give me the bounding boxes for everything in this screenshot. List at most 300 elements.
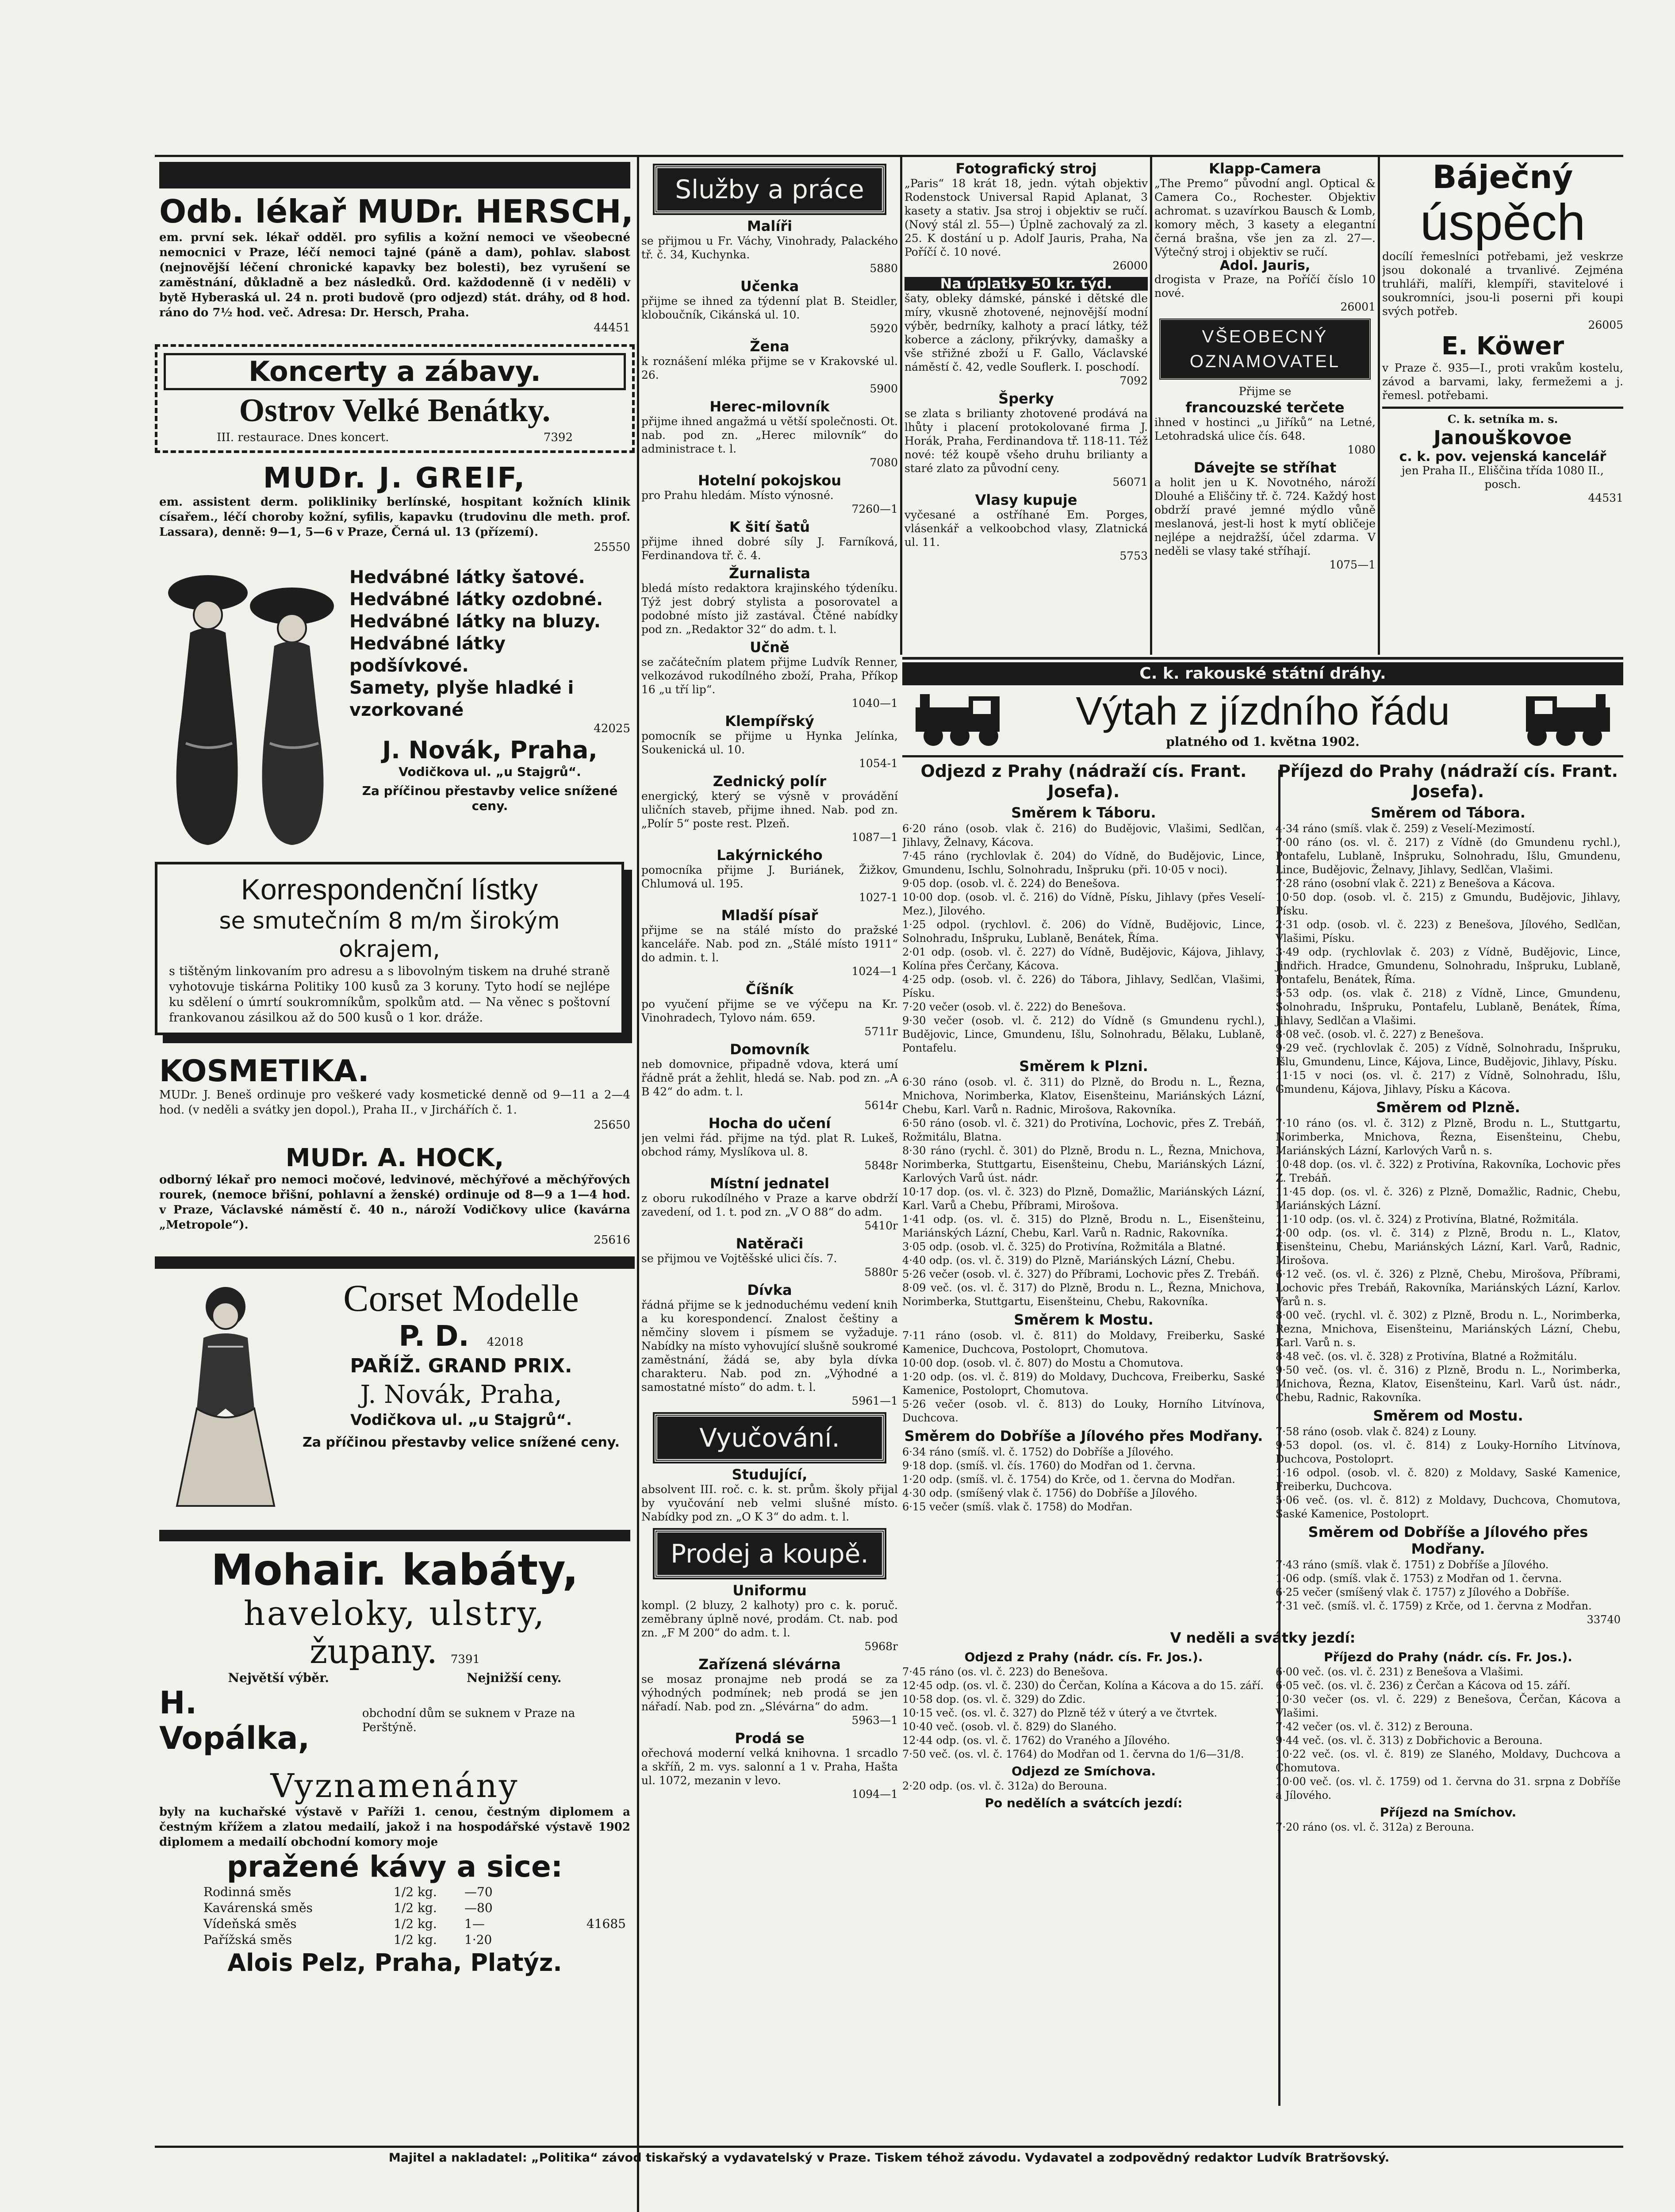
holiday-departure-entry: 10·58 dop. (os. vl. č. 329) do Zdic. <box>902 1693 1086 1705</box>
foto-number: 26000 <box>1112 259 1148 272</box>
departure-entry: 6·50 ráno (osob. vl. č. 321) do Protivína, Lochovic, přes Z. Trebáň, Rožmitálu, Blatna. <box>902 1117 1265 1143</box>
job-heading: Číšník <box>745 981 794 998</box>
smichov-entry: 2·20 odp. (os. vl. č. 312a) do Berouna. <box>902 1780 1108 1792</box>
footer-rule <box>155 2146 1623 2148</box>
kosmetika-title: KOSMETIKA. <box>159 1054 369 1089</box>
holiday-arrival-entry: 6·05 več. (os. vl. č. 236) z Čerčan a Kácova od 15. září. <box>1276 1679 1571 1692</box>
job-ad <box>641 714 898 770</box>
korr-sub1: se smutečním 8 m/m širokým <box>219 908 560 934</box>
mohair-line3: župany. <box>309 1632 437 1671</box>
hock-number: 25616 <box>594 1233 630 1247</box>
job-number: 5900 <box>870 382 898 395</box>
mohair-note1: Největší výběr. <box>228 1671 330 1685</box>
foto-body: „Paris“ 18 krát 18, jedn. výtah objektiv Rodenstock Universal Rapid Aplanat, 3 kasety a stativ. Jsa stroj i objektiv se ručí. (Nový stál zl. 55—) Úplně zachovalý za zl. 25. K dostání u p. Adolf Jauris, Praha, Na Poříčí č. 10 nové. <box>905 177 1148 258</box>
janousek-name: Janouškovoe <box>1434 426 1572 449</box>
arrival-entry: 3·49 odp. (rychlovlak č. 203) z Vídně, Budějovic, Lince, Jindřich. Hradce, Gmundenu, Solnohradu, Inšpruku, Lublaně, Pontafelu, Benátek, Říma. <box>1276 946 1621 986</box>
uspech-ad <box>1382 159 1623 402</box>
rail-valid: platného od 1. května 1902. <box>1166 734 1360 749</box>
job-body: se začátečním platem přijme Ludvík Renner, velkozávod rukodílného zboží, Praha, Příkop 16 „u tří lip“. <box>641 656 898 696</box>
sale-body: ořechová moderní velká knihovna. 1 srcadlo a skříň, 2 m. vys. salonní a 1 v. Praha, Hašta ul. 1072, mezanin v levo. <box>641 1747 898 1787</box>
job-heading: Hotelní pokojskou <box>698 472 842 489</box>
departure-entry: 1·20 odp. (os. vl. č. 819) do Moldavy, Duchcova, Freiberku, Saské Kamenice, Postoloprt, Chomutova. <box>902 1371 1265 1397</box>
arrival-entry: 4·34 ráno (smíš. vlak č. 259) z Veselí-Mezimostí. <box>1276 822 1535 835</box>
janousek-address: jen Praha II., Eliščina třída 1080 II., posch. <box>1402 464 1604 491</box>
holiday-arrival-entry: 10·00 več. (os. vl. č. 1759) od 1. června do 31. srpna z Dobříše a Jílového. <box>1276 1775 1621 1801</box>
departure-entry: 9·05 dop. (osob. vl. č. 224) do Benešova. <box>902 877 1120 890</box>
job-body: pro Prahu hledám. Místo výnosné. <box>641 489 834 502</box>
hock-title: MUDr. A. HOCK, <box>285 1144 504 1172</box>
departure-entry: 1·20 odp. (smíš. vl. č. 1754) do Krče, od 1. června do Modřan. <box>902 1473 1235 1486</box>
arrival-entry: 7·43 ráno (smíš. vlak č. 1751) z Dobříše a Jílového. <box>1276 1559 1549 1571</box>
job-heading: Učenka <box>740 278 799 295</box>
job-heading: Mladší písař <box>721 907 818 924</box>
job-ad <box>641 1117 898 1172</box>
terce-pre: Přijme se <box>1238 385 1292 398</box>
coffee-row: Kavárenská směs 1/2 kg. —80 <box>203 1901 493 1915</box>
uplatky-number: 7092 <box>1119 374 1148 387</box>
column-2 <box>641 159 898 2212</box>
arrivals <box>1276 761 1621 1627</box>
job-heading: Domovník <box>730 1041 809 1058</box>
job-ad <box>641 520 898 562</box>
arrival-entry: 1·06 odp. (smíš. vlak č. 1753) z Modřan od 1. června. <box>1276 1572 1562 1585</box>
klapp-ad <box>1154 162 1376 314</box>
holiday-departure-entry: 12·45 odp. (os. vl. č. 230) do Čerčan, Kolína a Kácova a do 15. září. <box>902 1679 1264 1692</box>
corset-ad <box>155 1273 635 1521</box>
arrival-entry: 7·10 ráno (os. vl. č. 312) z Plzně, Brodu n. L., Stuttgartu, Norimberka, Mnichova, Řezna, Eisenšteinu, Chebu, Mariánských Lázní, Karlových Varů n. s. <box>1276 1117 1621 1157</box>
uplatky-body: šaty, obleky dámské, pánské i dětské dle míry, vkusně zhotovené, nejnovější modní výběr, bedrníky, kalhoty a prací látky, též koberce a záclony, přikrývky, damašky a vše střižné zboží u F. Gallo, Václavské náměstí č. 42, vedle Souflerk. I. poschodí. <box>905 292 1148 373</box>
timetable <box>902 657 1623 2112</box>
foto-title: Fotografický stroj <box>955 160 1097 177</box>
arrival-entry: 10·50 dop. (osob. vl. č. 215) z Gmundu, Budějovic, Jihlavy, Písku. <box>1276 891 1621 917</box>
arrival-entry: 2·31 odp. (osob. vl. č. 223) z Benešova, Jílového, Sedlčan, Vlašimi, Písku. <box>1276 918 1621 945</box>
oznamovatel-banner: VŠEOBECNÝ OZNAMOVATEL <box>1159 318 1371 380</box>
arrival-entry: 6·12 več. (os. vl. č. 326) z Plzně, Chebu, Mirošova, Příbrami, Lochovic přes Trebáň, Rakovníka, Mariánských Lázní, Karlov. Varů n. s. <box>1276 1268 1621 1308</box>
mohair-number: 7391 <box>450 1653 480 1666</box>
po-nedelich-header: Po nedělích a svátcích jezdí: <box>985 1796 1183 1810</box>
holiday-arrival-entry: 6·00 več. (os. vl. č. 231) z Benešova a Vlašimi. <box>1276 1666 1524 1678</box>
sale-body: se mosaz pronajme neb prodá se za výhodných podmínek; neb prodá se jen nářadí. Nab. pod zn. „Slévárna“ do adm. <box>641 1673 898 1713</box>
sale-ad <box>641 1732 898 1801</box>
corset-address: Vodičkova ul. „u Stajgrů“. <box>350 1411 572 1429</box>
arrival-entry: 8·48 več. (os. vl. č. 328) z Protivína, Blatné a Rožmitálu. <box>1276 1350 1577 1363</box>
kosmetika-number: 25650 <box>594 1118 630 1132</box>
klapp-address: drogista v Praze, na Poříčí číslo 10 nové. <box>1154 273 1376 300</box>
arrival-entry: 7·28 ráno (osobní vlak č. 221) z Benešova a Kácova. <box>1276 877 1555 890</box>
departure-entry: 9·18 dop. (smíš. vl. čís. 1760) do Modřan od 1. června. <box>902 1459 1196 1472</box>
arrival-entry: 8·00 več. (rychl. vl. č. 302) z Plzně, Brodu n. L., Norimberka, Řezna, Mnichova, Eisenšteinu, Mariánských Lázní, Chebu, Karl. Varů n. s. <box>1276 1309 1621 1349</box>
arrival-section-header: Směrem od Plzně. <box>1376 1099 1520 1116</box>
mohair-note2: Nejnižší ceny. <box>466 1671 562 1685</box>
job-heading: Malíři <box>747 218 793 234</box>
job-body: se přijmou ve Vojtěšské ulici čís. 7. <box>641 1252 837 1265</box>
strihat-title: Dávejte se stříhat <box>1193 459 1337 476</box>
greif-body: em. assistent derm. polikliniky berlínské, hospitant kožních klinik císařem., léčí choroby kožní, syfilis, kapavku (trudovinu dle meth. prof. Lassara), denně: 9—1, 5—6 v Praze, Černá ul. 13 (přízemí). <box>159 495 630 539</box>
prodej-header: Prodej a koupě. <box>655 1530 885 1578</box>
sperky-body: se zlata s brilianty zhotovené prodává na lhůty i placení protokolované firma J. Horák, Praha, Ferdinandova tř. 118-11. Též nové: též koupě všeho druhu brilianty a staré zlato za původní ceny. <box>905 407 1148 475</box>
korr-title: Korrespondenční lístky <box>241 873 538 906</box>
corset-title: Corset Modelle <box>343 1277 579 1319</box>
foto-ad <box>905 162 1148 273</box>
kower-firm: E. Köwer <box>1441 332 1564 361</box>
job-body: po vyučení přijme se ve výčepu na Kr. Vinohradech, Tylovo nám. 659. <box>641 998 898 1024</box>
mohair-address: obchodní dům se suknem v Praze na Perštýně. <box>362 1707 575 1734</box>
hock-ad <box>155 1141 635 1250</box>
rail-number: 33740 <box>1587 1613 1621 1626</box>
uspech-t1: Báječný <box>1432 159 1573 196</box>
arrival-entry: 9·53 dopol. (os. vl. č. 814) z Louky-Horního Litvínova, Duchcova, Postoloprt. <box>1276 1439 1621 1465</box>
job-body: pomocníka přijme J. Buriánek, Žižkov, Chlumová ul. 195. <box>641 864 898 890</box>
vlasy-body: vyčesané a ostříhané Em. Porges, vlásenkář a velkoobchod vlasy, Zlatnická ul. 11. <box>905 508 1148 549</box>
arrival-section-header: Směrem od Dobříše a Jílového přes Modřany. <box>1308 1524 1588 1557</box>
job-heading: Lakýrnického <box>717 847 823 864</box>
arrival-entry: 9·50 več. (os. vl. č. 316) z Plzně, Brodu n. L., Norimberka, Mnichova, Řezna, Klatov, Eisenšteinu, Karl. Varů úst. nádr., Chebu, Radnic, Rakovníka. <box>1276 1364 1621 1404</box>
arrival-entry: 2·00 odp. (os. vl. č. 314) z Plzně, Brodu n. L., Klatov, Eisenšteinu, Chebu, Mariánských Lázní, Karl. Varů, Radnic, Mirošova. <box>1276 1227 1621 1267</box>
mohair-ad <box>155 1527 635 1759</box>
vlasy-title: Vlasy kupuje <box>975 492 1077 508</box>
vlasy-ad <box>905 493 1148 563</box>
column-4 <box>1154 159 1376 655</box>
vlasy-number: 5753 <box>1119 549 1148 562</box>
arrival-entry: 9·29 več. (rychlovlak č. 205) z Vídně, Solnohradu, Inšpruku, Išlu, Gmundenu, Lince, Kájova, Lince, Budějovic, Jihlavy, Písku. <box>1276 1042 1621 1068</box>
job-number: 5880r <box>864 1266 898 1279</box>
job-body: řádná přijme se k jednoduchému vedení knih a ku korespondencí. Znalost češtiny a němčiny slovem i písmem se vyžaduje. Nabídky na místo vyhovující slušně soukromé zaměstnání, žádá se, aby byla dívka charakteru. Nab. pod zn. „Výhodné a samostatné místo“ do adm. t. l. <box>641 1298 898 1394</box>
job-body: jen velmi řád. přijme na týd. plat R. Lukeš, obchod rámy, Myslíkova ul. 8. <box>641 1132 898 1158</box>
job-heading: Žena <box>750 338 790 355</box>
sluzby-header: Služby a práce <box>655 165 885 213</box>
korrespondence-ad <box>155 862 624 1035</box>
holiday-departure-entry: 10·40 več. (osob. vl. č. 829) do Slaného. <box>902 1720 1117 1733</box>
job-body: k roznášení mléka přijme se v Krakovské ul. 26. <box>641 355 898 381</box>
job-heading: Místní jednatel <box>710 1175 829 1192</box>
holiday-arrival-entry: 10·30 večer (os. vl. č. 229) z Benešova, Čerčan, Kácova a Vlašimi. <box>1276 1693 1621 1719</box>
silk-line-5: Samety, plyše hladké i vzorkované <box>349 678 574 720</box>
arrival-section-header: Směrem od Tábora. <box>1371 804 1526 821</box>
uplatky-ad <box>905 277 1148 388</box>
job-ad <box>641 1237 898 1279</box>
job-heading: Zednický polír <box>713 773 827 790</box>
job-heading: Učně <box>750 639 790 656</box>
departures <box>902 761 1265 1627</box>
job-number: 7080 <box>870 456 898 469</box>
locomotive-icon <box>902 690 1017 747</box>
job-ad <box>641 909 898 978</box>
smichov-header: Odjezd ze Smíchova. <box>1011 1764 1156 1778</box>
vyucovani-header: Vyučování. <box>655 1414 885 1462</box>
venue-name: Ostrov Velké Benátky. <box>239 392 551 429</box>
job-number: 1087—1 <box>851 831 898 844</box>
janousek-ad <box>1382 412 1623 505</box>
sale-heading: Zařízená slévárna <box>698 1656 841 1673</box>
job-ad <box>641 567 898 636</box>
holiday-departure-entry: 7·45 ráno (os. vl. č. 223) do Benešova. <box>902 1666 1108 1678</box>
holiday-arrival-entry: 9·44 več. (os. vl. č. 313) z Dobřichovic a Berouna. <box>1276 1734 1543 1747</box>
arrival-section-header: Směrem od Mostu. <box>1373 1407 1523 1424</box>
sale-heading: Prodá se <box>735 1730 805 1747</box>
job-heading: K šití šatů <box>729 518 810 535</box>
strihat-body: a holit jen u K. Novotného, nároží Dlouhé a Eliščiny tř. č. 724. Každý host obdrží pravé jemné mýdlo vůně meslanová, jest-li host k mytí obličeje nejlépe a nejdražší, účel zdarma. V neděli se vlasy také stříhají. <box>1154 476 1376 557</box>
pelz-firm: Alois Pelz, Praha, Platýz. <box>227 1949 562 1977</box>
mohair-line2: haveloky, ulstry, <box>243 1594 546 1633</box>
column-1 <box>155 159 635 2212</box>
hersch-ad <box>155 159 635 338</box>
departure-entry: 4·25 odp. (osob. vl. č. 226) do Tábora, Jihlavy, Sedlčan, Vlašimi, Písku. <box>902 973 1265 999</box>
departure-entry: 1·41 odp. (os. vl. č. 315) do Plzně, Brodu n. L., Eisenšteinu, Mariánských Lázní, Chebu, Karl. Varů n. Radnic, Rakovníka. <box>902 1213 1265 1239</box>
job-number: 5848r <box>864 1159 898 1172</box>
job-ad <box>641 400 898 469</box>
job-body: pomocník se přijme u Hynka Jelínka, Soukenická ul. 10. <box>641 730 898 756</box>
job-ad <box>641 1043 898 1112</box>
departure-entry: 5·26 večer (osob. vl. č. 327) do Příbrami, Lochovic přes Z. Trebáň. <box>902 1268 1260 1280</box>
mohair-title: Mohair. kabáty, <box>211 1545 579 1595</box>
rail-title: Výtah z jízdního řádu <box>1076 689 1450 733</box>
tuition-heading: Studující, <box>732 1466 808 1483</box>
sale-ad <box>641 1658 898 1727</box>
arrival-entry: 10·48 dop. (os. vl. č. 322) z Protivína, Rakovníka, Lochovic přes Z. Trebáň. <box>1276 1158 1621 1184</box>
departure-section-header: Směrem k Plzni. <box>1019 1058 1148 1075</box>
locomotive-icon <box>1508 690 1623 747</box>
uspech-t2: úspěch <box>1420 193 1586 251</box>
corset-firm: J. Novák, Praha, <box>360 1380 562 1409</box>
terce-title: francouzské terčete <box>1185 399 1345 416</box>
vyznam-kavy: pražené kávy a sice: <box>226 1850 563 1884</box>
arrivals-title: Příjezd do Prahy (nádraží cís. Frant. Josefa). <box>1278 761 1618 801</box>
silk-address: Vodičkova ul. „u Stajgrů“. <box>399 764 581 779</box>
janousek-pre: C. k. setníka m. s. <box>1447 413 1558 426</box>
tuition-body: absolvent III. roč. c. k. st. prům. školy přijal by vyučování neb velmi slušné místo. Nabídky pod zn. „O K 3“ do adm. t. l. <box>641 1483 898 1523</box>
job-ad <box>641 1283 898 1408</box>
column-rule-4 <box>1378 155 1380 655</box>
departures-title: Odjezd z Prahy (nádraží cís. Frant. Josefa). <box>920 761 1247 801</box>
arrival-entry: 11·15 v noci (os. vl. č. 217) z Vídně, Solnohradu, Išlu, Gmundenu, Kájova, Jihlavy, Písku a Kácova. <box>1276 1069 1621 1095</box>
job-number: 5410r <box>864 1219 898 1232</box>
job-heading: Natěrači <box>736 1235 804 1252</box>
sperky-ad <box>905 392 1148 489</box>
job-number: 5614r <box>864 1099 898 1112</box>
column-rule-1 <box>637 155 639 2212</box>
uplatky-title: Na úplatky 50 kr. týd. <box>905 277 1148 291</box>
koncert-number: 7392 <box>543 431 573 444</box>
job-heading: Hocha do učení <box>708 1115 831 1132</box>
mohair-firm: H. Vopálka, <box>159 1685 310 1756</box>
klapp-number: 26001 <box>1340 300 1376 313</box>
smichov-arr-header: Příjezd na Smíchov. <box>1380 1805 1517 1820</box>
silk-line-3: Hedvábné látky na bluzy. <box>349 611 601 632</box>
klapp-firm: Adol. Jauris, <box>1219 258 1311 273</box>
job-heading: Herec-milovník <box>709 398 830 415</box>
silk-number: 42025 <box>594 722 630 735</box>
departure-entry: 4·30 odp. (smíšený vlak č. 1756) do Dobříše a Jílového. <box>902 1487 1198 1499</box>
greif-number: 25550 <box>594 541 630 554</box>
koncerty-ad <box>155 344 635 453</box>
silk-line-1: Hedvábné látky šatové. <box>349 567 585 588</box>
uspech-number: 26005 <box>1588 319 1623 331</box>
departure-entry: 8·30 ráno (rychl. č. 301) do Plzně, Brodu n. L., Řezna, Mnichova, Norimberka, Stuttgartu, Eisenšteinu, Chebu, Mariánských Lázní, Karlových Varů úst. nádr. <box>902 1144 1265 1184</box>
vyznam-body: byly na kuchařské výstavě v Paříži 1. cenou, čestným diplomem a čestným křížem a zlatou medailí, jakož i na hospodářské výstavě 1902 diplomem a medailí obchodní komory moje <box>159 1805 630 1849</box>
arrival-entry: 7·31 več. (smíš. vl. č. 1759) z Krče, od 1. června z Modřan. <box>1276 1600 1592 1612</box>
terce-body: ihned v hostinci „u Jiříků“ na Letné, Letohradská ulice čís. 648. <box>1154 416 1376 442</box>
departure-section-header: Směrem k Mostu. <box>1014 1311 1154 1328</box>
job-ad <box>641 340 898 396</box>
corset-illustration <box>159 1276 292 1518</box>
column-3 <box>905 159 1148 655</box>
tuition-ad <box>641 1468 898 1524</box>
departure-entry: 2·01 odp. (osob. vl. č. 227) do Vídně, Budějovic, Kájova, Jihlavy, Kolína přes Čerčany, Kácova. <box>902 946 1265 972</box>
departure-entry: 5·26 večer (osob. vl. č. 813) do Louky, Horního Litvínova, Duchcova. <box>902 1398 1265 1424</box>
departure-entry: 10·00 dop. (osob. vl. č. 807) do Mostu a Chomutova. <box>902 1357 1184 1369</box>
holiday-departure-entry: 12·44 odp. (os. vl. č. 1762) do Vraného a Jílového. <box>902 1734 1170 1747</box>
holiday-departure-entry: 7·50 več. (os. vl. č. 1764) do Modřan od 1. června do 1/6—31/8. <box>902 1748 1244 1760</box>
holiday-departure-entry: 10·15 več. (os. vl. č. 327) do Plzně též v úterý a ve čtvrtek. <box>902 1707 1218 1719</box>
job-heading: Klempířský <box>725 713 814 730</box>
job-body: z oboru rukodílného v Praze a karve obdrží zavedení, od 1. t. pod zn. „V O 88“ do adm. <box>641 1192 898 1218</box>
job-ad <box>641 219 898 275</box>
holiday-arrival-entry: 10·22 več. (os. vl. č. 819) ze Slaného, Moldavy, Duchcova a Chomutova. <box>1276 1748 1621 1774</box>
job-heading: Dívka <box>747 1282 792 1298</box>
corset-number: 42018 <box>487 1336 524 1349</box>
ladies-illustration <box>159 566 345 853</box>
departure-entry: 7·45 ráno (rychlovlak č. 204) do Vídně, do Budějovic, Lince, Gmundenu, Ischlu, Solnohradu, Inšpruku (při. 10·05 v noci). <box>902 850 1265 876</box>
hersch-title: Odb. lékař MUDr. HERSCH, <box>159 193 633 230</box>
rail-band: C. k. rakouské státní dráhy. <box>902 662 1623 685</box>
korr-sub2: okrajem, <box>339 936 440 963</box>
job-ad <box>641 641 898 710</box>
departure-entry: 6·15 večer (smíš. vlak č. 1758) do Modřan. <box>902 1501 1133 1513</box>
sale-number: 5968r <box>864 1640 898 1653</box>
sale-number: 5963—1 <box>851 1714 898 1727</box>
arrival-entry: 6·25 večer (smíšený vlak č. 1757) z Jílového a Dobříše. <box>1276 1586 1570 1598</box>
corset-pd: P. D. <box>399 1320 469 1353</box>
klapp-title: Klapp-Camera <box>1209 160 1321 177</box>
job-number: 7260—1 <box>851 503 898 515</box>
job-body: energický, který se výsně v provádění uličních staveb, přijme ihned. Nab. pod zn. „Polír 5“ poste rest. Plzeň. <box>641 790 898 830</box>
arrival-entry: 5·53 odp. (os. vlak č. 218) z Vídně, Lince, Gmundenu, Solnohradu, Inšpruku, Pontafelu, Lublaně, Benátek, Říma, Jihlavy, Sedlčan a Vlašimi. <box>1276 987 1621 1027</box>
arrival-entry: 11·45 dop. (os. vl. č. 326) z Plzně, Domažlic, Radnic, Chebu, Mariánských Lázní. <box>1276 1186 1621 1212</box>
job-ad <box>641 1177 898 1233</box>
vyucovani-list <box>641 1468 898 1524</box>
strihat-ad <box>1154 461 1376 572</box>
arrival-entry: 11·10 odp. (os. vl. č. 324) z Protivína, Blatné, Rožmitála. <box>1276 1213 1579 1225</box>
holiday-arrival-entry: 7·42 večer (os. vl. č. 312) z Berouna. <box>1276 1720 1473 1733</box>
hock-body: odborný lékař pro nemoci močové, ledvinové, měchýřové a měchýřových rourek, (nemoce břišní, pohlavní a ženské) ordinuje od 8—9 a 1—4 hod. v Praze, Václavské náměstí č. 40 n., nároží Vodičkovy ulice (kavárna „Metropole“). <box>159 1173 630 1232</box>
job-number: 1040—1 <box>851 697 898 710</box>
footer-imprint: Majitel a nakladatel: „Politika“ závod tiskařský a vydavatelský v Praze. Tiskem téhož závodu. Vydavatel a zodpovědný redaktor Ludvík Bratršovský. <box>388 2151 1390 2165</box>
prodej-list <box>641 1584 898 1801</box>
job-number: 5880 <box>870 262 898 275</box>
column-rule-3 <box>1150 155 1152 655</box>
departure-entry: 8·09 več. (os. vl. č. 317) do Plzně, Brodu n. L., Řezna, Mnichova, Norimberka, Stuttgartu, Eisenšteinu, Chebu, Rakovníka. <box>902 1282 1265 1308</box>
departure-section-header: Směrem k Táboru. <box>1011 804 1156 821</box>
job-number: 1027-1 <box>859 891 898 904</box>
strihat-number: 1075—1 <box>1329 558 1376 571</box>
job-number: 5711r <box>864 1025 898 1038</box>
top-rule <box>155 155 1623 157</box>
corset-note: Za příčinou přestavby velice snížené ceny. <box>302 1435 620 1450</box>
kosmetika-ad <box>155 1053 635 1135</box>
job-ad <box>641 280 898 335</box>
vyznamenany-ad <box>155 1765 635 1981</box>
klapp-body: „The Premo“ původní angl. Optical & Camera Co., Rochester. Objektiv achromat. s uzavírkou Bausch & Lomb, komory měch, 3 kasety a elegantní černá brašna, vše jen za zl. 27—. Výtečný stroj i objektiv se ručí. <box>1154 177 1376 258</box>
job-body: přijme ihned dobré síly J. Farníková, Ferdinandova tř. č. 4. <box>641 535 898 562</box>
arrival-entry: 7·58 ráno (osob. vlak č. 824) z Louny. <box>1276 1425 1477 1438</box>
job-ad <box>641 775 898 844</box>
kosmetika-body: MUDr. J. Beneš ordinuje pro veškeré vady kosmetické denně od 9—11 a 2—4 hod. (v neděli a svátky jen dopol.), Praha II., v Jirchářích č. 1. <box>159 1088 630 1117</box>
job-number: 5961—1 <box>851 1394 898 1407</box>
hersch-body: em. první sek. lékař odděl. pro syfilis a kožní nemoci ve všeobecné nemocnici v Praze, léčí nemoci tajné (páně a dam), pohlav. slabost (nejnovější léčení chronické kapavky bez bolesti), bez vyrušení se zaměstnání, důkladně a bez následků. Ord. každodenně (i v neděli) v bytě Hyberaská ul. 24 n. proti budově (pro odjezd) stát. dráhy, od 8 hod. ráno do 7½ hod. več. Adresa: Dr. Hersch, Praha. <box>159 231 630 319</box>
silk-line-2: Hedvábné látky ozdobné. <box>349 589 603 610</box>
arrival-entry: 5·06 več. (os. vl. č. 812) z Moldavy, Duchcova, Chomutova, Saské Kamenice, Postoloprt. <box>1276 1494 1621 1520</box>
holiday-departures-header: Odjezd z Prahy (nádr. cís. Fr. Jos.). <box>964 1650 1203 1664</box>
column-5 <box>1382 159 1623 655</box>
terce-ad <box>1154 384 1376 457</box>
greif-title: MUDr. J. GREIF, <box>263 462 527 495</box>
job-body: přijme ihned angažmá u větší společnosti. Ot. nab. pod zn. „Herec milovník“ do administrace t. l. <box>641 415 898 455</box>
departure-entry: 1·25 odpol. (rychlovl. č. 206) do Vídně, Budějovic, Lince, Solnohradu, Inšpruku, Lublaně, Benátek, Říma. <box>902 918 1265 945</box>
job-ad <box>641 474 898 516</box>
departure-entry: 7·20 večer (osob. vl. č. 222) do Benešova. <box>902 1001 1126 1013</box>
departure-entry: 10·17 dop. (os. vl. č. 323) do Plzně, Domažlic, Mariánských Lázní, Karl. Varů a Chebu, Příbrami, Mirošova. <box>902 1186 1265 1212</box>
smichov-arr-entry: 7·20 ráno (os. vl. č. 312a) z Berouna. <box>1276 1821 1474 1833</box>
sperky-title: Šperky <box>998 390 1054 407</box>
uspech-body: docílí řemeslníci potřebami, jež veskrze jsou dokonalé a trvanlivé. Zejména truhláři, malíři, klempíři, stavitelové i soukromníci, jsou-li poserni při koupi svých potřeb. <box>1382 250 1623 318</box>
job-number: 1054-1 <box>859 757 898 770</box>
job-number: 1024—1 <box>851 965 898 978</box>
job-body: přijme se ihned za týdenní plat B. Steidler, kloboučník, Cikánská ul. 10. <box>641 295 898 321</box>
job-ad <box>641 849 898 904</box>
sale-number: 1094—1 <box>851 1788 898 1801</box>
departure-entry: 6·30 ráno (osob. vl. č. 311) do Plzně, do Brodu n. L., Řezna, Mnichova, Norimberka, Klatov, Eisenšteinu, Mariánských Lázní, Chebu, Karl. Varů n. Radnic, Mirošova, Rakovníka. <box>902 1076 1265 1116</box>
holiday-arrivals-header: Příjezd do Prahy (nádr. cís. Fr. Jos.). <box>1324 1650 1572 1664</box>
job-body: neb domovnice, připadně vdova, která umí řádně prát a žehlit, hledá se. Nab. pod zn. „A B 42“ do adm. t. l. <box>641 1058 898 1098</box>
departure-entry: 10·00 dop. (osob. vl. č. 216) do Vídně, Písku, Jihlavy (přes Veselí-Mez.), Jilového. <box>902 891 1265 917</box>
job-number: 5920 <box>870 322 898 335</box>
greif-ad <box>155 459 635 557</box>
arrival-entry: 1·16 odpol. (osob. vl. č. 820) z Moldavy, Saské Kamenice, Freiberku, Duchcova. <box>1276 1467 1621 1493</box>
coffee-row: Rodinná směs 1/2 kg. —70 <box>203 1885 493 1899</box>
kower-address: v Praze č. 935—I., proti vrakům kostelu, závod a barvami, laky, fermežemi a j. řemesl. potřebami. <box>1382 361 1623 402</box>
departure-entry: 9·30 večer (osob. vl. č. 212) do Vídně (s Gmundenu rychl.), Budějovic, Lince, Gmundenu, Išlu, Solnohradu, Bělaku, Lublaně, Pontafelu. <box>902 1014 1265 1054</box>
sale-body: kompl. (2 bluzy, 2 kalhoty) pro c. k. poruč. zeměbrany úplně nové, prodám. Ct. nab. pod zn. „F M 200“ do adm. t. l. <box>641 1599 898 1639</box>
departure-entry: 6·20 ráno (osob. vlak č. 216) do Budějovic, Vlašimi, Sedlčan, Jihlavy, Želnavy, Kácova. <box>902 822 1265 849</box>
silk-note: Za příčinou přestavby velice snížené ceny. <box>362 783 618 813</box>
korr-body: s tištěným linkovaním pro adresu a s libovolným tiskem na druhé straně vyhotovuje tiskárna Politiky 100 kusů za 3 koruny. Tyto hodí se nejlépe ku sdělení o úmrtí soukromníkům, spolkům atd. — Na věnec s poštovní frankovanou zásilkou až do 500 kusů o 1 kor. dráže. <box>169 964 610 1025</box>
koncerty-title: Koncerty a zábavy. <box>164 353 626 390</box>
job-body: bledá místo redaktora krajinského týdeníku. Týž jest dobrý stylista a posorovatel a podobné místo již zastával. Čtěné nabídky pod zn. „Redaktor 32“ do adm. t. l. <box>641 582 898 636</box>
coffee-row: Pařížská směs 1/2 kg. 1·20 <box>203 1932 492 1947</box>
departure-entry: 7·11 ráno (osob. vl. č. 811) do Moldavy, Freiberku, Saské Kamenice, Duchcova, Postoloprt, Chomutova. <box>902 1329 1265 1356</box>
column-rule-2 <box>900 155 902 655</box>
job-heading: Žurnalista <box>728 565 810 582</box>
departure-entry: 4·40 odp. (os. vl. č. 319) do Plzně, Mariánských Lázní, Chebu. <box>902 1254 1235 1267</box>
sperky-number: 56071 <box>1112 476 1148 488</box>
terce-number: 1080 <box>1347 443 1376 456</box>
janousek-number: 44531 <box>1588 492 1623 504</box>
novak-silk-ad <box>155 564 635 856</box>
sale-heading: Uniformu <box>732 1582 807 1599</box>
job-ad <box>641 983 898 1038</box>
departure-entry: 3·05 odp. (osob. vl. č. 325) do Protivína, Rožmitála a Blatné. <box>902 1240 1226 1253</box>
vyznam-title: Vyznamenány <box>270 1767 519 1805</box>
holiday-header: V neděli a svátky jezdí: <box>1170 1629 1356 1646</box>
arrival-entry: 7·00 ráno (os. vl. č. 217) z Vídně (do Gmundenu rychl.), Pontafelu, Lublaně, Inšpruku, Solnohradu, Išlu, Gmundenu, Lince, Budějovic, Želnavy, Jihlavy, Sedlčan, Vlašimi. <box>1276 836 1621 876</box>
coffee-row: Vídeňská směs 1/2 kg. 1— 41685 <box>203 1916 626 1931</box>
koncert-sub: III. restaurace. Dnes koncert. <box>217 431 389 444</box>
sluzby-list <box>641 219 898 1408</box>
silk-firm: J. Novák, Praha, <box>382 736 598 764</box>
hersch-number: 44451 <box>594 321 630 334</box>
sale-ad <box>641 1584 898 1653</box>
departure-section-header: Směrem do Dobříše a Jílového přes Modřany. <box>904 1428 1263 1444</box>
